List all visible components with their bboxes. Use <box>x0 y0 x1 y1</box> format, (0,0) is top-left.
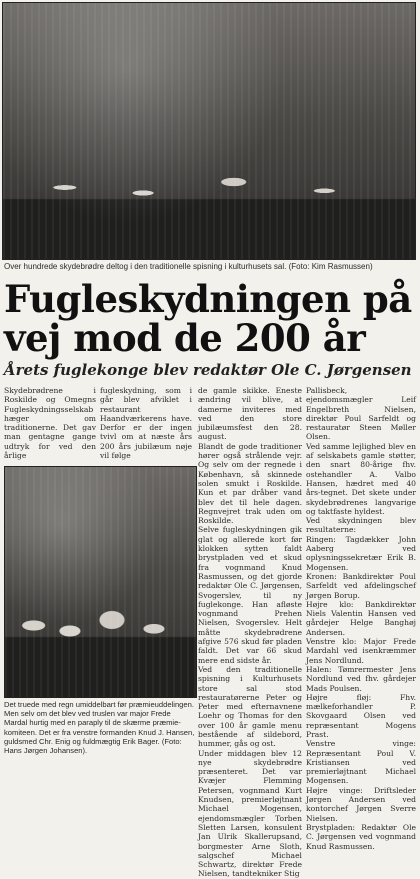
article-column-1: Skydebrødrene i Roskilde og Omegns Fugleskydningsselskab hæger om traditionerne. Det gav man gentagne gange udtryk for ved den årlige <box>4 386 96 461</box>
subheadline: Årets fuglekonge blev redaktør Ole C. Jørgensen <box>4 361 412 379</box>
article-column-3: de gamle skikke. Eneste ændring vil blive, at damerne inviteres med ved den store jubilæumsfest den 28. august. Blandt de gode traditioner hører også strålende vejr. Og selv om der regnede i København, så skinnede solen smukt i Roskilde. Kun et par dråber vand blev det til hele dagen. Regnvejret trak uden om Roskilde. Selve fugleskydningen gik glat og allerede kort før klokken sytten faldt brystpladen ved et skud fra vognmand Knud Rasmussen, og det gjorde redaktør Ole C. Jørgensen, Svogerslev, til ny fuglekonge. Han afløste vognmand Prehen Nielsen, Svogerslev. Helt måtte skydebrødrene afgive 576 skud før pladen faldt. Det var 66 skud mere end sidste år. Ved den traditionelle spisning i Kulturhusets store sal stod restauratørerne Peter og Peter med efternavnene Loehr og Thomas for den over 100 år gamle menu bestående af sildebord, hummer, gås og ost. Under middagen blev 12 nye skydebrødre præsenteret. Det var Kvæjer Flemming Petersen, vognmand Kurt Knudsen, premierløjtnant Michael Mogensen, ejendomsmægler Torben Sletten Larsen, konsulent Jan Ulrik Skallerupsand, borgmester Arne Sloth, salgschef Michael Schwartz, direktør Frede Nielsen, tandtekniker Stig <box>198 386 302 879</box>
prize-committee-photo <box>4 466 197 698</box>
headline: Fugleskydningen på vej mod de 200 år <box>4 277 412 360</box>
banquet-photo-people <box>3 149 415 259</box>
prize-committee-caption: Det truede med regn umiddelbart før præmieuddelingen. Men selv om det blev ved truslen var major Frede Mardal hurtig med en paraply til de skærme præmie-komiteen. Det er fra venstre formanden Knud J. Hansen, guldsmed Chr. Enig og fuldmægtig Erik Bager. (Foto: Hans Jørgen Johansen). <box>4 700 195 756</box>
article-column-4: Pallisbeck, ejendomsmægler Leif Engelbreth Nielsen, direktør Poul Sarfeldt og restauratør Steen Møller Olsen. Ved samme lejlighed blev en af selskabets gamle støtter, den snart 80-årige fhv. ostehandler A. Valbo Hansen, hædret med 40 års-tegnet. Det skete under skydebrødrenes langvarige og taktfaste hyldest. Ved skydningen blev resultaterne: Ringen: Tagdækker John Aaberg ved oplysningssekretær Erik B. Mogensen. Kronen: Bankdirektør Poul Sarfeldt ved afdelingschef Jørgen Borup. Højre klo: Bankdirektør Niels Valentin Hansen ved gårdejer Helge Banghøj Andersen. Venstre klo: Major Frede Mardahl ved isenkræmmer Jens Nordlund. Halen: Tømrermester Jens Nordlund ved fhv. gårdejer Mads Poulsen. Højre fløj: Fhv. mælkeforhandler P. Skovgaard Olsen ved repræsentant Mogens Prast. Venstre vinge: Repræsentant Poul V. Kristiansen ved premierløjtnant Michael Mogensen. Højre vinge: Driftsleder Jørgen Andersen ved kontorchef Jørgen Sverre Nielsen. Brystpladen: Redaktør Ole C. Jørgensen ved vognmand Knud Rasmussen. <box>306 386 416 851</box>
banquet-photo <box>2 2 416 260</box>
article-column-2: fugleskydning, som i går blev afviklet i restaurant Haandværkerens have. Derfor er der ingen tvivl om at næste års 200 års jubilæum nøje vil følge <box>100 386 192 461</box>
banquet-photo-caption: Over hundrede skydebrødre deltog i den traditionelle spisning i kulturhusets sal. (Foto: Kim Rasmussen) <box>4 262 373 271</box>
prize-committee-people <box>5 587 196 697</box>
